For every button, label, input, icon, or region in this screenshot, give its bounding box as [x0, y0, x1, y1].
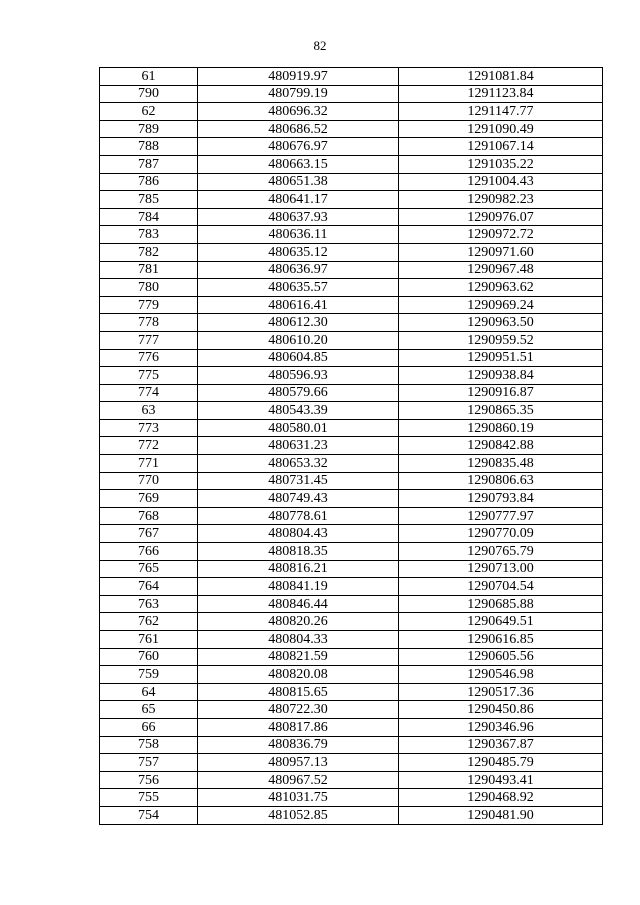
x-coordinate-cell: 480749.43	[198, 490, 399, 508]
x-coordinate-cell: 480919.97	[198, 68, 399, 86]
y-coordinate-cell: 1290485.79	[399, 754, 603, 772]
point-number-cell: 65	[100, 701, 198, 719]
table-row	[100, 472, 603, 490]
y-coordinate-cell: 1290865.35	[399, 402, 603, 420]
x-coordinate-cell: 480820.26	[198, 613, 399, 631]
y-coordinate-cell: 1291123.84	[399, 85, 603, 103]
y-coordinate-cell: 1290704.54	[399, 578, 603, 596]
x-coordinate-cell: 480604.85	[198, 349, 399, 367]
point-number-cell: 762	[100, 613, 198, 631]
table-row	[100, 314, 603, 332]
table-row	[100, 666, 603, 684]
x-coordinate-cell: 480616.41	[198, 296, 399, 314]
x-coordinate-cell: 480799.19	[198, 85, 399, 103]
y-coordinate-cell: 1290616.85	[399, 631, 603, 649]
table-row	[100, 455, 603, 473]
y-coordinate-cell: 1290765.79	[399, 543, 603, 561]
table-row	[100, 490, 603, 508]
point-number-cell: 773	[100, 419, 198, 437]
x-coordinate-cell: 480957.13	[198, 754, 399, 772]
x-coordinate-cell: 480816.21	[198, 560, 399, 578]
point-number-cell: 784	[100, 208, 198, 226]
point-number-cell: 769	[100, 490, 198, 508]
y-coordinate-cell: 1290793.84	[399, 490, 603, 508]
point-number-cell: 64	[100, 683, 198, 701]
x-coordinate-cell: 480641.17	[198, 191, 399, 209]
y-coordinate-cell: 1290969.24	[399, 296, 603, 314]
x-coordinate-cell: 480636.11	[198, 226, 399, 244]
y-coordinate-cell: 1290517.36	[399, 683, 603, 701]
x-coordinate-cell: 480815.65	[198, 683, 399, 701]
table-row	[100, 243, 603, 261]
x-coordinate-cell: 480686.52	[198, 120, 399, 138]
table-row	[100, 191, 603, 209]
table-row	[100, 226, 603, 244]
y-coordinate-cell: 1291090.49	[399, 120, 603, 138]
x-coordinate-cell: 480663.15	[198, 155, 399, 173]
point-number-cell: 63	[100, 402, 198, 420]
table-row	[100, 560, 603, 578]
table-row	[100, 543, 603, 561]
y-coordinate-cell: 1290951.51	[399, 349, 603, 367]
table-row	[100, 806, 603, 824]
x-coordinate-cell: 480836.79	[198, 736, 399, 754]
y-coordinate-cell: 1290450.86	[399, 701, 603, 719]
point-number-cell: 777	[100, 331, 198, 349]
point-number-cell: 780	[100, 279, 198, 297]
x-coordinate-cell: 480778.61	[198, 507, 399, 525]
table-row	[100, 85, 603, 103]
y-coordinate-cell: 1291004.43	[399, 173, 603, 191]
table-row	[100, 349, 603, 367]
table-row	[100, 103, 603, 121]
y-coordinate-cell: 1291147.77	[399, 103, 603, 121]
point-number-cell: 764	[100, 578, 198, 596]
y-coordinate-cell: 1290649.51	[399, 613, 603, 631]
y-coordinate-cell: 1290972.72	[399, 226, 603, 244]
x-coordinate-cell: 480631.23	[198, 437, 399, 455]
x-coordinate-cell: 480676.97	[198, 138, 399, 156]
x-coordinate-cell: 480817.86	[198, 718, 399, 736]
table-row	[100, 208, 603, 226]
table-row	[100, 595, 603, 613]
point-number-cell: 763	[100, 595, 198, 613]
point-number-cell: 61	[100, 68, 198, 86]
point-number-cell: 779	[100, 296, 198, 314]
x-coordinate-cell: 480653.32	[198, 455, 399, 473]
x-coordinate-cell: 480651.38	[198, 173, 399, 191]
x-coordinate-cell: 480821.59	[198, 648, 399, 666]
table-row	[100, 120, 603, 138]
y-coordinate-cell: 1290605.56	[399, 648, 603, 666]
y-coordinate-cell: 1290806.63	[399, 472, 603, 490]
table-row	[100, 701, 603, 719]
table-row	[100, 384, 603, 402]
point-number-cell: 790	[100, 85, 198, 103]
x-coordinate-cell: 480841.19	[198, 578, 399, 596]
point-number-cell: 759	[100, 666, 198, 684]
table-row	[100, 525, 603, 543]
table-row	[100, 718, 603, 736]
point-number-cell: 765	[100, 560, 198, 578]
y-coordinate-cell: 1290938.84	[399, 367, 603, 385]
point-number-cell: 788	[100, 138, 198, 156]
point-number-cell: 772	[100, 437, 198, 455]
y-coordinate-cell: 1290916.87	[399, 384, 603, 402]
point-number-cell: 768	[100, 507, 198, 525]
table-row	[100, 138, 603, 156]
y-coordinate-cell: 1290835.48	[399, 455, 603, 473]
table-row	[100, 296, 603, 314]
point-number-cell: 770	[100, 472, 198, 490]
table-row	[100, 155, 603, 173]
x-coordinate-cell: 481052.85	[198, 806, 399, 824]
table-row	[100, 631, 603, 649]
point-number-cell: 778	[100, 314, 198, 332]
y-coordinate-cell: 1290963.50	[399, 314, 603, 332]
y-coordinate-cell: 1290860.19	[399, 419, 603, 437]
point-number-cell: 755	[100, 789, 198, 807]
y-coordinate-cell: 1291067.14	[399, 138, 603, 156]
point-number-cell: 766	[100, 543, 198, 561]
coordinates-table	[99, 67, 603, 825]
y-coordinate-cell: 1290976.07	[399, 208, 603, 226]
point-number-cell: 783	[100, 226, 198, 244]
y-coordinate-cell: 1290546.98	[399, 666, 603, 684]
point-number-cell: 758	[100, 736, 198, 754]
y-coordinate-cell: 1290481.90	[399, 806, 603, 824]
x-coordinate-cell: 480637.93	[198, 208, 399, 226]
table-row	[100, 507, 603, 525]
y-coordinate-cell: 1290685.88	[399, 595, 603, 613]
x-coordinate-cell: 480804.43	[198, 525, 399, 543]
point-number-cell: 785	[100, 191, 198, 209]
point-number-cell: 781	[100, 261, 198, 279]
x-coordinate-cell: 480696.32	[198, 103, 399, 121]
point-number-cell: 789	[100, 120, 198, 138]
table-row	[100, 754, 603, 772]
point-number-cell: 760	[100, 648, 198, 666]
coordinates-table-body	[100, 68, 603, 825]
x-coordinate-cell: 480610.20	[198, 331, 399, 349]
point-number-cell: 767	[100, 525, 198, 543]
table-row	[100, 437, 603, 455]
point-number-cell: 757	[100, 754, 198, 772]
y-coordinate-cell: 1290713.00	[399, 560, 603, 578]
x-coordinate-cell: 480596.93	[198, 367, 399, 385]
point-number-cell: 774	[100, 384, 198, 402]
x-coordinate-cell: 480967.52	[198, 771, 399, 789]
table-row	[100, 402, 603, 420]
y-coordinate-cell: 1290468.92	[399, 789, 603, 807]
point-number-cell: 761	[100, 631, 198, 649]
y-coordinate-cell: 1290963.62	[399, 279, 603, 297]
x-coordinate-cell: 480635.12	[198, 243, 399, 261]
table-row	[100, 578, 603, 596]
x-coordinate-cell: 480580.01	[198, 419, 399, 437]
x-coordinate-cell: 480579.66	[198, 384, 399, 402]
y-coordinate-cell: 1290959.52	[399, 331, 603, 349]
point-number-cell: 782	[100, 243, 198, 261]
x-coordinate-cell: 480731.45	[198, 472, 399, 490]
table-row	[100, 261, 603, 279]
point-number-cell: 756	[100, 771, 198, 789]
point-number-cell: 787	[100, 155, 198, 173]
x-coordinate-cell: 480636.97	[198, 261, 399, 279]
table-row	[100, 419, 603, 437]
y-coordinate-cell: 1291081.84	[399, 68, 603, 86]
y-coordinate-cell: 1290967.48	[399, 261, 603, 279]
table-row	[100, 648, 603, 666]
point-number-cell: 62	[100, 103, 198, 121]
y-coordinate-cell: 1290842.88	[399, 437, 603, 455]
table-row	[100, 736, 603, 754]
y-coordinate-cell: 1290770.09	[399, 525, 603, 543]
table-row	[100, 331, 603, 349]
y-coordinate-cell: 1290493.41	[399, 771, 603, 789]
table-row	[100, 367, 603, 385]
x-coordinate-cell: 480818.35	[198, 543, 399, 561]
y-coordinate-cell: 1290971.60	[399, 243, 603, 261]
table-row	[100, 173, 603, 191]
point-number-cell: 66	[100, 718, 198, 736]
x-coordinate-cell: 480543.39	[198, 402, 399, 420]
point-number-cell: 776	[100, 349, 198, 367]
x-coordinate-cell: 480804.33	[198, 631, 399, 649]
x-coordinate-cell: 481031.75	[198, 789, 399, 807]
page-number: 82	[313, 38, 327, 53]
y-coordinate-cell: 1290777.97	[399, 507, 603, 525]
point-number-cell: 754	[100, 806, 198, 824]
table-row	[100, 68, 603, 86]
y-coordinate-cell: 1290982.23	[399, 191, 603, 209]
table-row	[100, 613, 603, 631]
x-coordinate-cell: 480846.44	[198, 595, 399, 613]
x-coordinate-cell: 480820.08	[198, 666, 399, 684]
y-coordinate-cell: 1291035.22	[399, 155, 603, 173]
x-coordinate-cell: 480635.57	[198, 279, 399, 297]
point-number-cell: 771	[100, 455, 198, 473]
point-number-cell: 775	[100, 367, 198, 385]
table-row	[100, 771, 603, 789]
point-number-cell: 786	[100, 173, 198, 191]
x-coordinate-cell: 480612.30	[198, 314, 399, 332]
table-row	[100, 789, 603, 807]
y-coordinate-cell: 1290346.96	[399, 718, 603, 736]
x-coordinate-cell: 480722.30	[198, 701, 399, 719]
table-row	[100, 279, 603, 297]
y-coordinate-cell: 1290367.87	[399, 736, 603, 754]
table-row	[100, 683, 603, 701]
